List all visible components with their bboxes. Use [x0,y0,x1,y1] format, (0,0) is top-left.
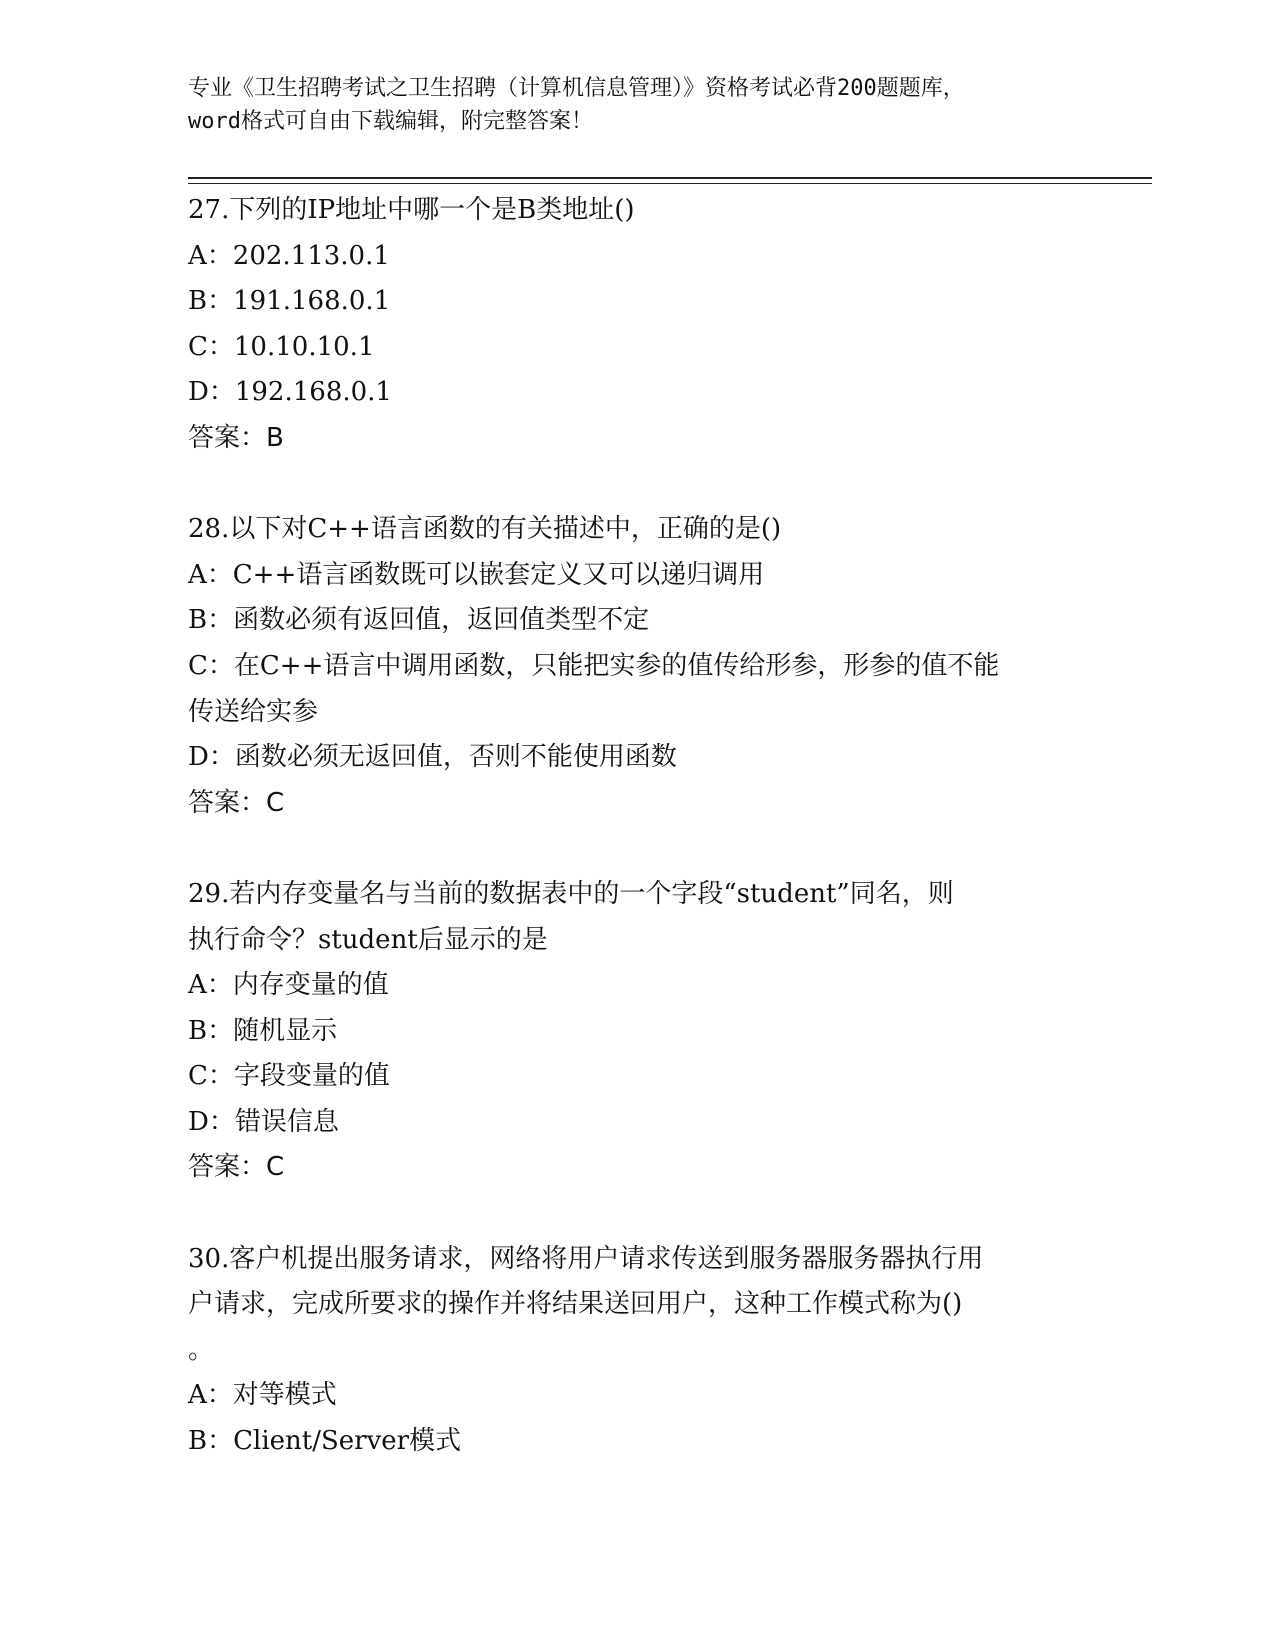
question-27 [188,188,1088,462]
option-c: C：在C++语言中调用函数，只能把实参的值传给形参，形参的值不能 [188,650,1000,681]
option-a: A：内存变量的值 [188,970,389,1001]
option-a: A：202.113.0.1 [188,240,390,271]
question-28 [188,507,1088,826]
question-spacer [188,462,1088,508]
header-divider-thick [188,177,1152,179]
option-b: B：191.168.0.1 [188,286,391,317]
option-b: B：随机显示 [188,1015,338,1046]
question-stem: 28.以下对C++语言函数的有关描述中，正确的是() [188,514,782,545]
answer-line: 答案：B [188,422,284,453]
answer-line: 答案：C [188,1152,285,1183]
option-c: C：10.10.10.1 [188,331,375,362]
option-c: C：字段变量的值 [188,1061,390,1092]
question-stem-continued: 执行命令？student后显示的是 [188,924,548,955]
header-divider-thin [188,183,1152,184]
question-stem: 30.客户机提出服务请求，网络将用户请求传送到服务器服务器执行用 [188,1243,984,1274]
question-29 [188,872,1088,1191]
question-stem: 29.若内存变量名与当前的数据表中的一个字段“student”同名，则 [188,878,954,909]
option-c-continued: 传送给实参 [188,696,319,727]
option-b: B：Client/Server模式 [188,1426,462,1457]
header-line-1: 专业《卫生招聘考试之卫生招聘（计算机信息管理）》资格考试必背200题题库， [188,76,965,101]
question-spacer [188,1191,1088,1237]
option-d: D：错误信息 [188,1106,339,1137]
option-d: D：函数必须无返回值，否则不能使用函数 [188,742,677,773]
header-line-2: word格式可自由下载编辑，附完整答案！ [188,109,593,134]
question-list [188,188,1088,1465]
question-stem-continued: 户请求，完成所要求的操作并将结果送回用户，这种工作模式称为() [188,1289,963,1320]
question-30 [188,1237,1088,1465]
answer-line: 答案：C [188,787,285,818]
question-stem-continued: 。 [188,1334,215,1365]
option-a: A：C++语言函数既可以嵌套定义又可以递归调用 [188,559,765,590]
option-b: B：函数必须有返回值，返回值类型不定 [188,605,650,636]
option-d: D：192.168.0.1 [188,377,392,408]
document-header [188,72,1088,138]
question-spacer [188,826,1088,872]
option-a: A：对等模式 [188,1380,337,1411]
question-stem: 27.下列的IP地址中哪一个是B类地址() [188,195,635,225]
